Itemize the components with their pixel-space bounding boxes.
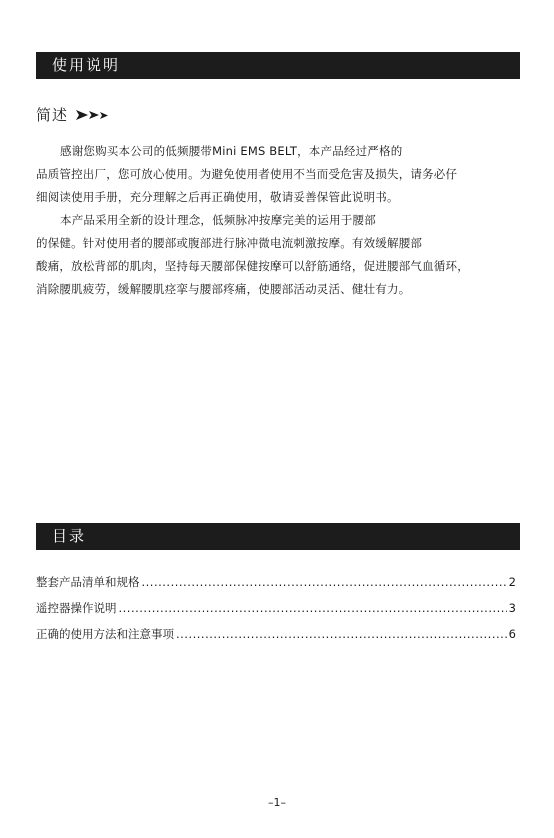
paragraph-line: 酸痛，放松背部的肌肉，坚持每天腰部保健按摩可以舒筋通络，促进腰部气血循环， [36,259,469,273]
toc-entry-title: 整套产品清单和规格 [36,575,140,589]
toc-leader-dots [142,575,507,589]
table-of-contents [36,574,516,652]
toc-entry-title: 正确的使用方法和注意事项 [36,627,174,641]
triple-arrow-icon [76,110,108,120]
paragraph-line: 的保健。针对使用者的腰部或腹部进行脉冲微电流刺激按摩。有效缓解腰部 [36,236,423,250]
toc-entry-page: 6 [508,627,516,641]
page-number: –1– [268,796,286,809]
paragraph-line: 消除腰肌疲劳，缓解腰肌痉挛与腰部疼痛，使腰部活动灵活、健壮有力。 [36,282,411,296]
paragraph-line: 本产品采用全新的设计理念，低频脉冲按摩完美的运用于腰部 [60,213,376,227]
toc-entry-page: 2 [508,575,516,589]
overview-subheading-label: 简述 [36,106,69,124]
toc-entry-page: 3 [508,601,516,615]
toc-entry[interactable] [36,600,516,626]
toc-entry[interactable] [36,626,516,652]
toc-entry[interactable] [36,574,516,600]
toc-entry-title: 遥控器操作说明 [36,601,117,615]
paragraph-line: 品质管控出厂，您可放心使用。为避免使用者使用不当而受危害及损失，请务必仔 [36,167,458,181]
toc-leader-dots [119,601,507,615]
toc-leader-dots [176,627,507,641]
overview-body [36,140,520,301]
paragraph-line: 细阅读使用手册，充分理解之后再正确使用，敬请妥善保管此说明书。 [36,190,399,204]
toc-section-header: 目录 [36,523,520,550]
intro-section-header: 使用说明 [36,52,520,79]
overview-subheading [36,104,108,126]
paragraph-line: 感谢您购买本公司的低频腰带Mini EMS BELT，本产品经过严格的 [60,144,403,158]
